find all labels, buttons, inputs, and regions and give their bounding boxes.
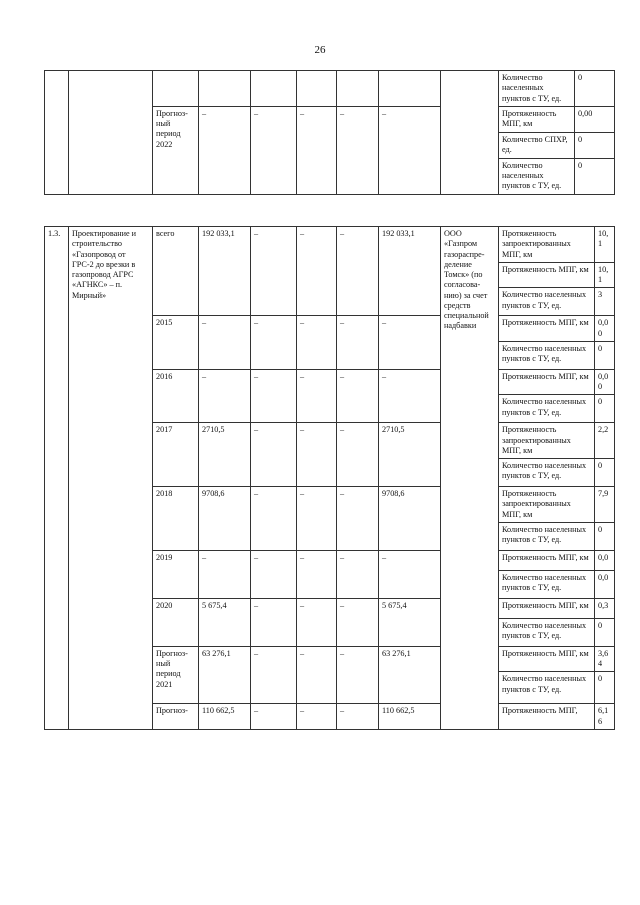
value-cell: – xyxy=(251,423,297,487)
indicator-value: 3 xyxy=(595,288,615,316)
value-cell: – xyxy=(199,106,251,194)
value-cell: – xyxy=(297,423,337,487)
value-cell: – xyxy=(297,550,337,598)
indicator-value: 0 xyxy=(595,672,615,704)
indicator-label: Количество населенных пунктов с ТУ, ед. xyxy=(499,288,595,316)
value-cell xyxy=(337,71,379,107)
value-cell: – xyxy=(379,316,441,370)
indicator-value: 3,64 xyxy=(595,646,615,672)
value-cell: 2710,5 xyxy=(379,423,441,487)
value-cell xyxy=(379,71,441,107)
value-cell: – xyxy=(297,106,337,194)
value-cell: 9708,6 xyxy=(379,487,441,551)
indicator-label: Количество населенных пунктов с ТУ, ед. xyxy=(499,522,595,550)
table-continuation xyxy=(44,70,615,195)
indicator-value: 0 xyxy=(595,341,615,369)
indicator-label: Протяженность МПГ, xyxy=(499,704,595,730)
indicator-value: 0,00 xyxy=(575,106,615,132)
value-cell xyxy=(199,71,251,107)
indicator-value: 6,16 xyxy=(595,704,615,730)
value-cell: – xyxy=(337,646,379,704)
period-cell: 2018 xyxy=(153,487,199,551)
value-cell: – xyxy=(337,487,379,551)
indicator-value: 0,00 xyxy=(595,316,615,342)
value-cell: – xyxy=(297,487,337,551)
value-cell: – xyxy=(337,316,379,370)
indicator-value: 0,0 xyxy=(595,550,615,570)
period-cell: 2015 xyxy=(153,316,199,370)
value-cell: – xyxy=(379,369,441,423)
indicator-label: Протяженность МПГ, км xyxy=(499,646,595,672)
value-cell xyxy=(251,71,297,107)
value-cell: – xyxy=(337,106,379,194)
indicator-label: Протяженность МПГ, км xyxy=(499,550,595,570)
indicator-value: 0 xyxy=(575,71,615,107)
period-cell: 2020 xyxy=(153,598,199,646)
name-cell xyxy=(69,71,153,195)
value-cell: – xyxy=(379,550,441,598)
period-cell xyxy=(153,71,199,107)
value-cell: – xyxy=(251,369,297,423)
value-cell: 63 276,1 xyxy=(379,646,441,704)
value-cell: 5 675,4 xyxy=(379,598,441,646)
executor-cell xyxy=(441,71,499,195)
total-cell: 9708,6 xyxy=(199,487,251,551)
indicator-value: 7,9 xyxy=(595,487,615,523)
value-cell: 110 662,5 xyxy=(379,704,441,730)
indicator-label: Протяженность МПГ, км xyxy=(499,369,595,395)
value-cell: – xyxy=(337,550,379,598)
value-cell: – xyxy=(251,316,297,370)
indicator-value: 0 xyxy=(595,459,615,487)
period-cell: 2017 xyxy=(153,423,199,487)
item-number: 1.3. xyxy=(45,227,69,730)
value-cell: – xyxy=(251,106,297,194)
value-cell: – xyxy=(297,598,337,646)
indicator-label: Количество населенных пунктов с ТУ, ед. xyxy=(499,618,595,646)
indicator-label: Количество СПХР, ед. xyxy=(499,132,575,158)
indicator-label: Количество населенных пунктов с ТУ, ед. xyxy=(499,71,575,107)
indicator-value: 0,00 xyxy=(595,369,615,395)
period-cell: Прогноз-ный период 2022 xyxy=(153,106,199,194)
indicator-label: Количество населенных пунктов с ТУ, ед. xyxy=(499,672,595,704)
indicator-value: 0 xyxy=(595,618,615,646)
value-cell: – xyxy=(251,227,297,316)
value-cell: – xyxy=(337,423,379,487)
total-cell: 110 662,5 xyxy=(199,704,251,730)
value-cell: – xyxy=(337,227,379,316)
indicator-value: 2,2 xyxy=(595,423,615,459)
indicator-label: Протяженность МПГ, км xyxy=(499,262,595,288)
value-cell: – xyxy=(297,369,337,423)
value-cell: – xyxy=(251,550,297,598)
indicator-value: 0 xyxy=(595,522,615,550)
value-cell: – xyxy=(297,316,337,370)
indicator-label: Количество населенных пунктов с ТУ, ед. xyxy=(499,570,595,598)
value-cell: – xyxy=(251,487,297,551)
period-cell: всего xyxy=(153,227,199,316)
indicator-label: Протяженность запроектированных МПГ, км xyxy=(499,227,595,263)
indicator-label: Количество населенных пунктов с ТУ, ед. xyxy=(499,395,595,423)
value-cell: – xyxy=(337,704,379,730)
total-cell: – xyxy=(199,316,251,370)
total-cell: 63 276,1 xyxy=(199,646,251,704)
indicator-value: 0,3 xyxy=(595,598,615,618)
value-cell: – xyxy=(297,704,337,730)
value-cell: 192 033,1 xyxy=(379,227,441,316)
value-cell: – xyxy=(379,106,441,194)
indicator-label: Количество населенных пунктов с ТУ, ед. xyxy=(499,459,595,487)
item-name: Проектирование и строительство «Газопровод от ГРС-2 до врезки в газопровод АГРС «АГНКС» – п. Мирный» xyxy=(69,227,153,730)
period-cell: 2019 xyxy=(153,550,199,598)
total-cell: 2710,5 xyxy=(199,423,251,487)
indicator-label: Протяженность запроектированных МПГ, км xyxy=(499,487,595,523)
page-number: 26 xyxy=(314,44,326,56)
period-cell: Прогноз-ный период 2021 xyxy=(153,646,199,704)
indicator-label: Протяженность МПГ, км xyxy=(499,106,575,132)
indicator-value: 10,1 xyxy=(595,262,615,288)
table-item-1-3 xyxy=(44,226,615,730)
period-cell: Прогноз- xyxy=(153,704,199,730)
indicator-value: 0 xyxy=(595,395,615,423)
total-cell: – xyxy=(199,369,251,423)
value-cell: – xyxy=(251,598,297,646)
indicator-value: 10,1 xyxy=(595,227,615,263)
value-cell: – xyxy=(251,646,297,704)
period-cell: 2016 xyxy=(153,369,199,423)
indicator-value: 0 xyxy=(575,132,615,158)
total-cell: 192 033,1 xyxy=(199,227,251,316)
value-cell: – xyxy=(297,227,337,316)
value-cell xyxy=(297,71,337,107)
indicator-label: Протяженность запроектированных МПГ, км xyxy=(499,423,595,459)
indicator-label: Количество населенных пунктов с ТУ, ед. xyxy=(499,158,575,194)
indicator-label: Протяженность МПГ, км xyxy=(499,598,595,618)
value-cell: – xyxy=(251,704,297,730)
indicator-label: Протяженность МПГ, км xyxy=(499,316,595,342)
value-cell: – xyxy=(337,369,379,423)
value-cell: – xyxy=(297,646,337,704)
total-cell: – xyxy=(199,550,251,598)
indicator-value: 0,0 xyxy=(595,570,615,598)
indicator-value: 0 xyxy=(575,158,615,194)
value-cell: – xyxy=(337,598,379,646)
number-cell xyxy=(45,71,69,195)
executor-cell: ООО «Газпром газораспре-деление Томск» (по согласова-нию) за счет средств специальной надбавки xyxy=(441,227,499,730)
indicator-label: Количество населенных пунктов с ТУ, ед. xyxy=(499,341,595,369)
total-cell: 5 675,4 xyxy=(199,598,251,646)
